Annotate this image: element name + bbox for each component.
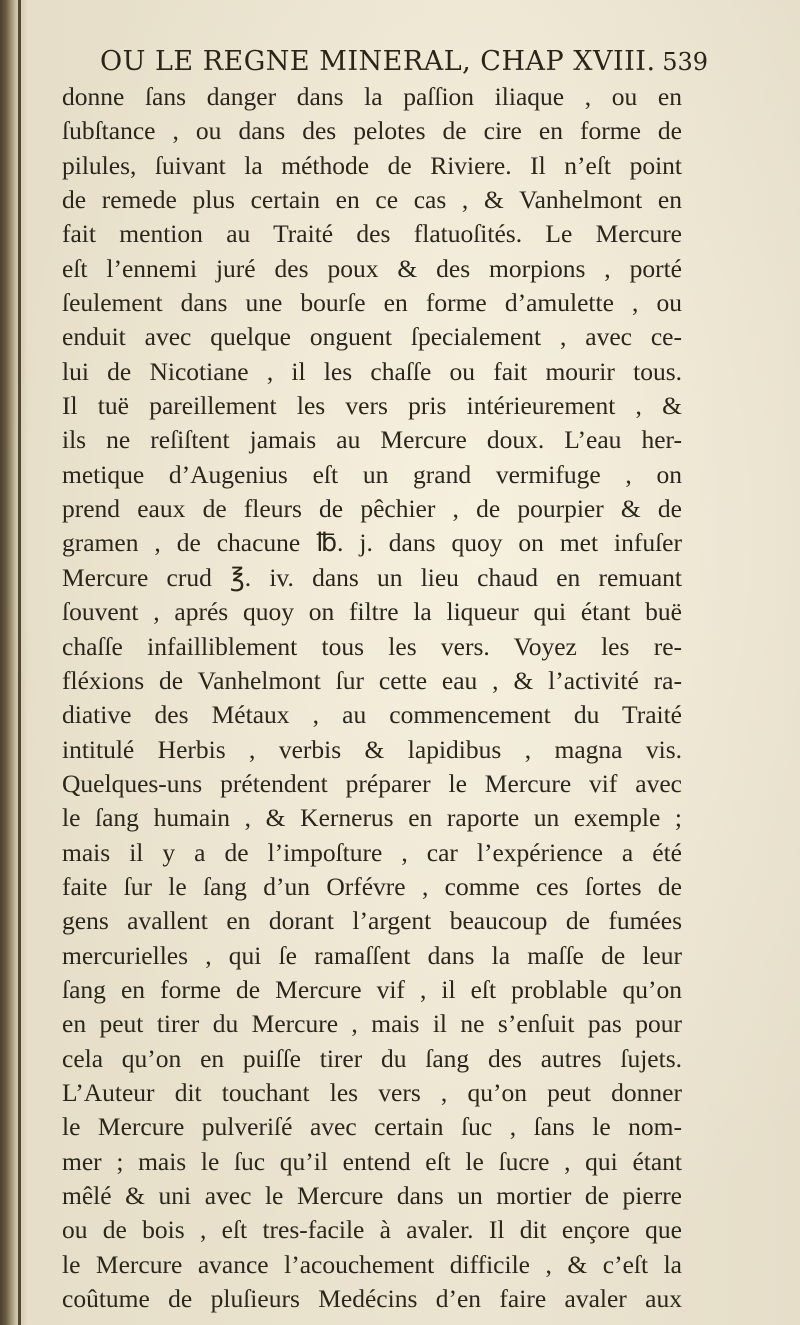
text-line: metique d’Augenius eſt un grand vermifuge , on	[62, 459, 682, 489]
text-line: le Mercure pulveriſé avec certain ſuc , ſans le nom-	[62, 1112, 682, 1142]
text-line: fléxions de Vanhelmont ſur cette eau , & l’activité ra-	[62, 665, 682, 695]
text-line: donne ſans danger dans la paſſion iliaque , ou en	[62, 82, 682, 111]
text-line: chaſſe infailliblement tous les vers. Voyez les re-	[62, 631, 682, 661]
text-line: gramen , de chacune ℔. j. dans quoy on met infuſer	[62, 528, 682, 558]
text-line: Il tuë pareillement les vers pris intérieurement , &	[62, 391, 682, 421]
text-line: coûtume de pluſieurs Medécins d’en faire avaler aux	[62, 1284, 682, 1314]
text-line: pilules, ſuivant la méthode de Riviere. Il n’eſt point	[62, 150, 682, 180]
text-line: prend eaux de fleurs de pêchier , de pourpier & de	[62, 494, 682, 524]
text-line: faite ſur le ſang d’un Orfévre , comme ces ſortes de	[62, 871, 682, 901]
text-line: ou de bois , eſt tres-facile à avaler. Il dit ençore que	[62, 1215, 682, 1245]
text-line: mais il y a de l’impoſture , car l’expérience a été	[62, 837, 682, 867]
running-title: OU LE REGNE MINERAL, CHAP XVIII.	[100, 46, 656, 77]
text-line: le Mercure avance l’acouchement difficile , & c’eſt la	[62, 1249, 682, 1279]
text-line: en peut tirer du Mercure , mais il ne s’enſuit pas pour	[62, 1009, 682, 1039]
text-line: diative des Métaux , au commencement du Traité	[62, 700, 682, 730]
text-line: ils ne reſiſtent jamais au Mercure doux. L’eau her-	[62, 425, 682, 455]
text-line: lui de Nicotiane , il les chaſſe ou fait mourir tous.	[62, 356, 682, 386]
body-text	[62, 80, 682, 1316]
text-line: ſang en forme de Mercure vif , il eſt problable qu’on	[62, 974, 682, 1004]
text-line: L’Auteur dit touchant les vers , qu’on peut donner	[62, 1077, 682, 1107]
text-line: enduit avec quelque onguent ſpecialement , avec ce-	[62, 322, 682, 352]
text-line: eſt l’ennemi juré des poux & des morpions , porté	[62, 253, 682, 283]
binding-gutter	[18, 0, 21, 1325]
text-line: ſouvent , aprés quoy on filtre la liqueur qui étant buë	[62, 597, 682, 627]
text-line: cela qu’on en puiſſe tirer du ſang des autres ſujets.	[62, 1043, 682, 1073]
text-line: gens avallent en dorant l’argent beaucoup de fumées	[62, 906, 682, 936]
text-line: ſeulement dans une bourſe en forme d’amulette , ou	[62, 288, 682, 318]
text-line: ſubſtance , ou dans des pelotes de cire en forme de	[62, 116, 682, 146]
text-line: Quelques-uns prétendent préparer le Mercure vif avec	[62, 768, 682, 798]
text-line: intitulé Herbis , verbis & lapidibus , magna vis.	[62, 734, 682, 764]
text-line: le ſang humain , & Kernerus en raporte un exemple ;	[62, 803, 682, 833]
text-line: mêlé & uni avec le Mercure dans un mortier de pierre	[62, 1181, 682, 1210]
page-number: 539	[662, 48, 708, 76]
text-line: de remede plus certain en ce cas , & Vanhelmont en	[62, 185, 682, 215]
text-line: fait mention au Traité des flatuoſités. Le Mercure	[62, 219, 682, 249]
text-line: Mercure crud ℥. iv. dans un lieu chaud en remuant	[62, 562, 682, 592]
text-line: mercurielles , qui ſe ramaſſent dans la maſſe de leur	[62, 940, 682, 970]
text-line: mer ; mais le ſuc qu’il entend eſt le ſucre , qui étant	[62, 1146, 682, 1176]
